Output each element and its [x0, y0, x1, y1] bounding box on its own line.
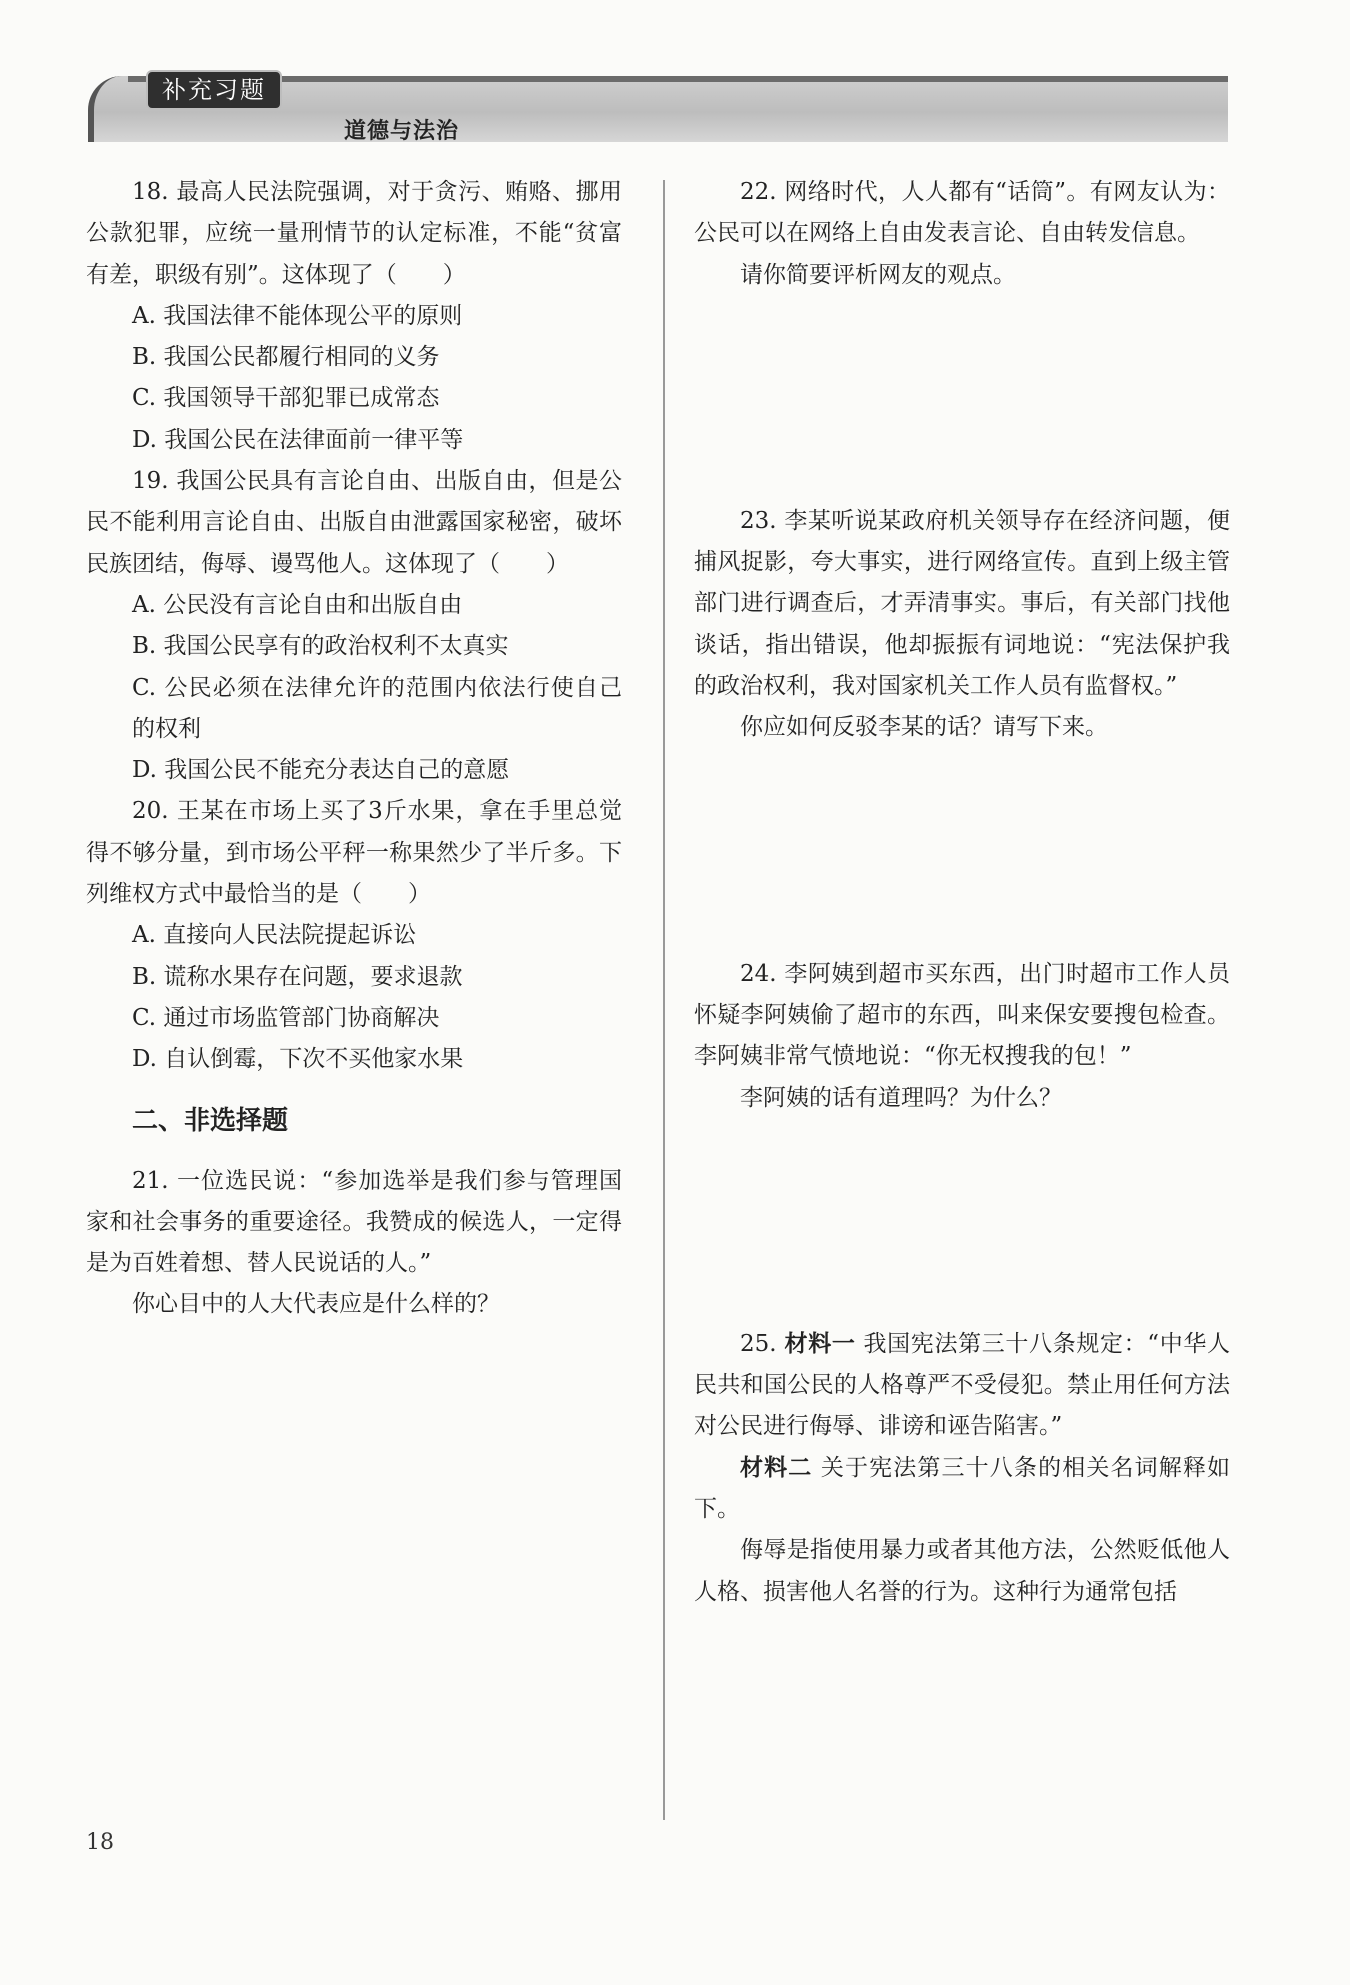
q19-option-d: D. 我国公民不能充分表达自己的意愿 [132, 757, 510, 784]
page-header [88, 76, 1228, 144]
q19-stem: 19. 我国公民具有言论自由、出版自由，但是公民不能利用言论自由、出版自由泄露国家秘密，破坏民族团结，侮辱、谩骂他人。这体现了（ ） [86, 468, 622, 577]
q20-option-b: B. 谎称水果存在问题，要求退款 [132, 963, 463, 990]
q18-option-c: C. 我国领导干部犯罪已成常态 [132, 385, 440, 412]
q21-ask: 你心目中的人大代表应是什么样的？ [132, 1291, 500, 1318]
q21-stem: 21. 一位选民说：“参加选举是我们参与管理国家和社会事务的重要途径。我赞成的候选人，一定得是为百姓着想、替人民说话的人。” [86, 1167, 622, 1277]
answer-space-q23[interactable] [694, 749, 1230, 954]
q20-option-d: D. 自认倒霉，下次不买他家水果 [132, 1046, 464, 1073]
q24-stem: 24. 李阿姨到超市买东西，出门时超市工作人员怀疑李阿姨偷了超市的东西，叫来保安要搜包检查。李阿姨非常气愤地说：“你无权搜我的包！” [694, 960, 1230, 1070]
q25-material-1-text: 我国宪法第三十八条规定：“中华人民共和国公民的人格尊严不受侵犯。禁止用任何方法对公民进行侮辱、诽谤和诬告陷害。” [694, 1330, 1231, 1440]
q19-option-c: C. 公民必须在法律允许的范围内依法行使自己的权利 [132, 674, 622, 742]
q18-option-a: A. 我国法律不能体现公平的原则 [132, 302, 463, 329]
q24-ask: 李阿姨的话有道理吗？为什么？ [740, 1084, 1062, 1111]
subject-title: 道德与法治 [344, 119, 460, 144]
q22-stem: 22. 网络时代，人人都有“话筒”。有网友认为：公民可以在网络上自由发表言论、自由转发信息。 [694, 179, 1230, 247]
q25-number: 25. [740, 1330, 777, 1357]
q20-stem: 20. 王某在市场上买了3斤水果，拿在手里总觉得不够分量，到市场公平秤一称果然少了半斤多。下列维权方式中最恰当的是（ ） [86, 798, 622, 908]
q20-option-c: C. 通过市场监管部门协商解决 [132, 1004, 440, 1031]
q23-ask: 你应如何反驳李某的话？请写下来。 [740, 714, 1108, 741]
q25-material-2-label: 材料二 [740, 1454, 813, 1481]
q25-material-2 [694, 1448, 1230, 1531]
left-column [86, 172, 622, 1326]
q23-stem: 23. 李某听说某政府机关领导存在经济问题，便捕风捉影，夸大事实，进行网络宣传。直到上级主管部门进行调查后，才弄清事实。事后，有关部门找他谈话，指出错误，他却振振有词地说：“宪法保护我的政治权利，我对国家机关工作人员有监督权。” [694, 507, 1230, 700]
q22-ask: 请你简要评析网友的观点。 [740, 261, 1016, 288]
page-number: 18 [86, 1830, 114, 1855]
answer-space-q24[interactable] [694, 1119, 1230, 1324]
q20-option-a: A. 直接向人民法院提起诉讼 [132, 922, 417, 949]
q19-option-b: B. 我国公民享有的政治权利不太真实 [132, 633, 509, 660]
q18-option-b: B. 我国公民都履行相同的义务 [132, 344, 440, 371]
section-title: 二、非选择题 [132, 1105, 289, 1136]
right-column [694, 172, 1230, 1613]
q25-material-2-text: 关于宪法第三十八条的相关名词解释如下。 [694, 1454, 1231, 1523]
q18-stem: 18. 最高人民法院强调，对于贪污、贿赂、挪用公款犯罪，应统一量刑情节的认定标准，不能“贫富有差，职级有别”。这体现了（ ） [86, 179, 622, 288]
header-topline [128, 76, 1228, 82]
answer-space-q22[interactable] [694, 296, 1230, 501]
section-tag: 补充习题 [146, 70, 282, 110]
q18-option-d: D. 我国公民在法律面前一律平等 [132, 426, 464, 453]
q25-material-1-label: 材料一 [784, 1330, 856, 1357]
q19-option-a: A. 公民没有言论自由和出版自由 [132, 591, 463, 618]
column-divider [663, 180, 665, 1820]
q25-material-1 [694, 1324, 1230, 1448]
q25-definition: 侮辱是指使用暴力或者其他方法，公然贬低他人人格、损害他人名誉的行为。这种行为通常包括 [694, 1537, 1230, 1605]
